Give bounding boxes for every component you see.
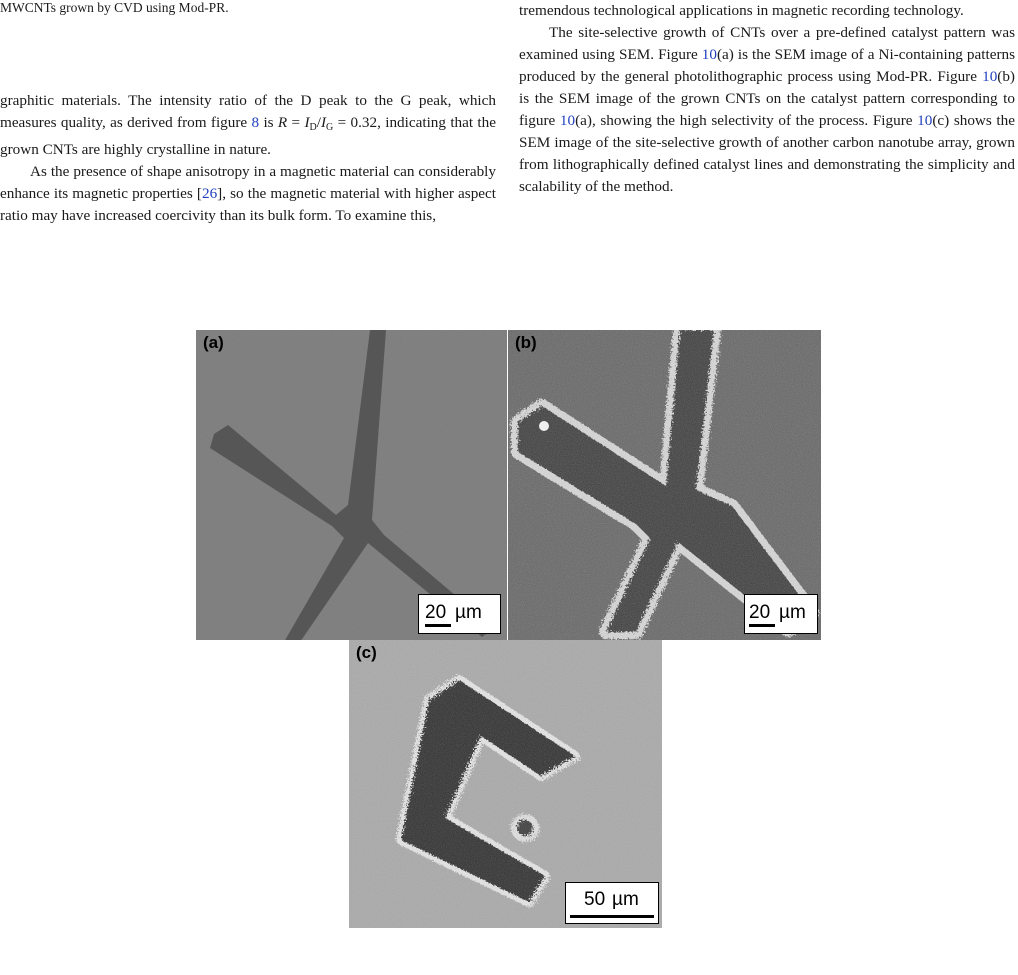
sem-panel-c: [349, 640, 662, 928]
scale-unit-b: µm: [779, 602, 806, 623]
panel-label-c: (c): [356, 643, 377, 662]
equation-equals: =: [287, 114, 305, 131]
equation-i-d: I: [304, 114, 310, 131]
paragraph-magnetic-recording: tremendous technological applications in magnetic recording technology.: [519, 2, 964, 19]
figure-caption-fragment: MWCNTs grown by CVD using Mod-PR.: [0, 0, 229, 15]
figure-ref-link[interactable]: 10: [559, 112, 576, 129]
text-run: (b) is the SEM image of the grown CNTs on the catalyst pattern corresponding to figure: [519, 68, 1015, 129]
particle-blob: [539, 421, 549, 431]
sem-panel-b: [508, 330, 821, 640]
scale-value-b: 20: [749, 602, 771, 623]
panel-label-a: (a): [203, 333, 224, 352]
figure-ref-link[interactable]: 10: [701, 46, 717, 63]
text-run: The site-selective growth of CNTs over a pre-defined catalyst pattern was examined using SEM. Figure: [519, 24, 1015, 63]
text-run: graphitic materials. The intensity ratio of the D peak to the G peak, which measures quality, as derived from figure: [0, 92, 496, 131]
sem-panel-a: [196, 330, 507, 640]
scale-value-a: 20: [425, 602, 447, 623]
text-run: (c) shows the SEM image of the site-selective growth of another carbon nanotube array, grown from lithographically defined catalyst lines and demonstrating the simplicity and scalability of the method.: [519, 112, 1015, 195]
equation-i-g: I: [320, 114, 327, 131]
scale-bar-a: [418, 594, 501, 634]
text-run: ], so the magnetic material with higher aspect ratio may have increased coercivity than its bulk form. To examine this,: [0, 185, 497, 224]
scale-unit-a: µm: [455, 602, 482, 623]
citation-link[interactable]: 26: [201, 185, 218, 202]
equation-r: R: [277, 114, 288, 131]
text-run: , indicating that the grown CNTs are highly crystalline in nature.: [0, 114, 496, 158]
figure-ref-link[interactable]: 8: [251, 114, 260, 131]
scale-line-a: [425, 624, 451, 627]
text-run: As the presence of shape anisotropy in a magnetic material can considerably enhance its magnetic properties [: [0, 163, 496, 202]
scale-bar-b: [744, 594, 818, 634]
scale-line-b: [749, 624, 775, 627]
panel-label-b: (b): [515, 333, 537, 352]
figure-ref-link[interactable]: 10: [917, 112, 933, 129]
equation-subscript-g: G: [326, 122, 334, 133]
scale-bar-c: [565, 882, 659, 924]
scale-line-c: [570, 915, 654, 918]
text-run: (a), showing the high selectivity of the process. Figure: [575, 112, 918, 129]
text-run: is: [259, 114, 278, 131]
figure-ref-link[interactable]: 10: [982, 68, 998, 85]
text-run: (a) is the SEM image of a Ni-containing patterns produced by the general photolithographic process using Mod-PR. Figure: [519, 46, 1016, 85]
equation-subscript-d: D: [309, 122, 317, 133]
scale-unit-c: µm: [612, 889, 639, 910]
equation-slash: /: [316, 114, 321, 131]
scale-value-c: 50: [584, 889, 606, 910]
equation-value: = 0.32: [333, 114, 378, 131]
